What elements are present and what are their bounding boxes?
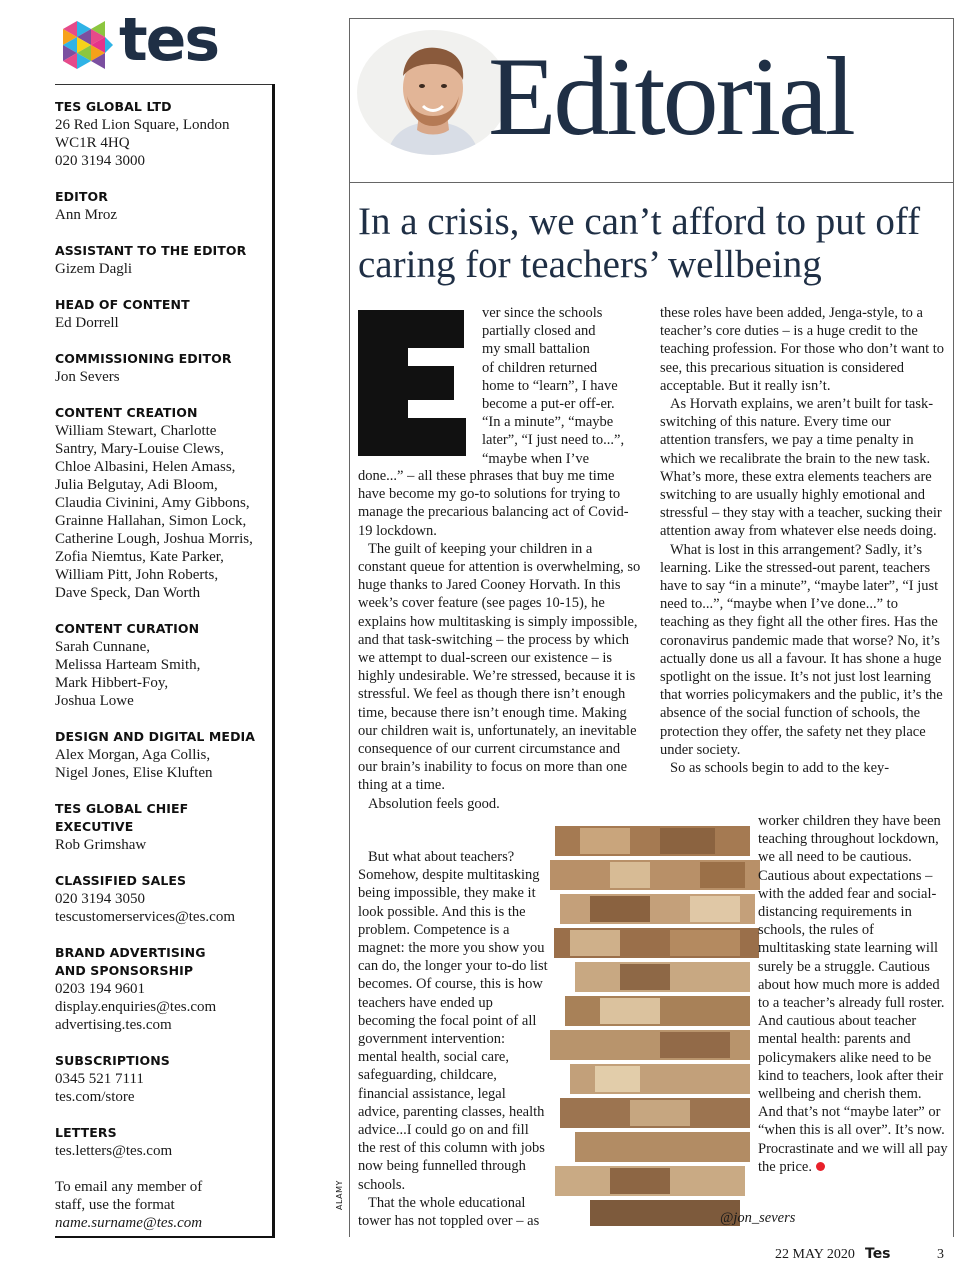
masthead-heading: SUBSCRIPTIONS — [55, 1053, 170, 1068]
end-of-article-dot-icon — [816, 1162, 825, 1171]
article-paragraph: That the whole educational tower has not toppled over – as — [358, 1194, 540, 1230]
masthead-design — [55, 728, 265, 782]
masthead-line: staff, use the format — [55, 1197, 175, 1213]
article-line: “maybe when I’ve — [482, 450, 590, 467]
masthead-heading: ASSISTANT TO THE EDITOR — [55, 243, 247, 258]
masthead-line: Jon Severs — [55, 369, 120, 385]
masthead-heading: AND SPONSORSHIP — [55, 963, 194, 978]
article-col1-top — [482, 304, 642, 468]
masthead-line: tescustomerservices@tes.com — [55, 909, 236, 925]
masthead-heading: TES GLOBAL CHIEF EXECUTIVE — [55, 801, 189, 834]
masthead-heading: TES GLOBAL LTD — [55, 99, 172, 114]
masthead-line: William Stewart, Charlotte — [55, 423, 217, 439]
masthead-line: 0203 194 9601 — [55, 981, 145, 997]
masthead-heading: HEAD OF CONTENT — [55, 297, 190, 312]
masthead-line: Ed Dorrell — [55, 315, 119, 331]
masthead-line: Zofia Niemtus, Kate Parker, — [55, 549, 224, 565]
masthead-vertical-rule — [272, 84, 275, 1238]
drop-cap-e-glyph — [358, 310, 468, 456]
masthead-line: 020 3194 3050 — [55, 891, 145, 907]
masthead-line: Julia Belgutay, Adi Bloom, — [55, 477, 218, 493]
masthead-line: display.enquiries@tes.com — [55, 999, 217, 1015]
masthead-line: tes.letters@tes.com — [55, 1143, 173, 1159]
editor-portrait-photo-icon — [357, 30, 509, 155]
masthead-line: 020 3194 3000 — [55, 153, 145, 169]
masthead-assistant — [55, 242, 265, 278]
tes-logo-wordmark: tes — [119, 5, 219, 75]
masthead-heading: EDITOR — [55, 189, 108, 204]
masthead-subscriptions — [55, 1052, 265, 1106]
masthead-line: advertising.tes.com — [55, 1017, 172, 1033]
masthead-content-curation — [55, 620, 265, 710]
masthead-chief-exec — [55, 800, 265, 854]
article-line: become a put-er off-er. — [482, 396, 615, 413]
article-paragraph: Absolution feels good. — [368, 795, 500, 812]
masthead-line: William Pitt, John Roberts, — [55, 567, 219, 583]
masthead-editor — [55, 188, 265, 224]
masthead-line: 0345 521 7111 — [55, 1071, 144, 1087]
jenga-tower-photo — [550, 818, 765, 1228]
article-line: partially closed and — [482, 323, 596, 340]
email-format: name.surname@tes.com — [55, 1215, 203, 1231]
article-line: of children returned — [482, 359, 598, 376]
masthead-commissioning — [55, 350, 265, 386]
footer-brand: Tes — [865, 1246, 891, 1262]
masthead-email-note — [55, 1178, 265, 1232]
article-paragraph: done...” – all these phrases that buy me time have become my go-to solutions for trying to manage the precarious balancing act of Covid-19 lockdown. — [358, 468, 629, 539]
drop-cap — [358, 310, 468, 456]
masthead-line: Ann Mroz — [55, 207, 118, 223]
article-col2-top — [660, 304, 945, 777]
masthead-line: Melissa Harteam Smith, — [55, 657, 201, 673]
article-col2-narrow — [758, 812, 948, 1176]
masthead-head-content — [55, 296, 265, 332]
masthead-line: Grainne Hallahan, Simon Lock, — [55, 513, 247, 529]
masthead-line: Alex Morgan, Aga Collis, — [55, 747, 211, 763]
jenga-tower-icon — [550, 818, 765, 1228]
masthead-line: Catherine Lough, Joshua Morris, — [55, 531, 253, 547]
article-paragraph: worker children they have been teaching throughout lockdown, we all need to be cautious. Cautious about expectations – with the added fear and social-distancing requirements in schools, the rules of multitasking state learning will surely be a struggle. Cautious about how much more is added to a teacher’s already full roster. And cautious about teacher mental health: parents and policymakers alike need to be kind to teachers, look after their wellbeing and cherish them. And that’s not “maybe later” or “when this is all over”. It’s now. Procrastinate and we will all pay the price. — [758, 813, 948, 1175]
article-paragraph: What is lost in this arrangement? Sadly, it’s learning. Like the stressed-out parent, teachers have to say “in a minute”, “maybe later”, “I just need to...”, “maybe when I’ve done...” to teaching as they fight all the other fires. Has the coronavirus pandemic made that worse? No, it’s actually done us all a favour. It has shone a huge spotlight on the issue. It’s not just lost learning that worries policymakers and the public, it’s the absence of the social function of schools, the protection they offer, the safety net they place under society. — [660, 541, 943, 758]
section-title: Editorial — [488, 35, 853, 159]
article-line: later”, “I just need to...”, — [482, 432, 625, 449]
masthead-line: Gizem Dagli — [55, 261, 133, 277]
article-line: home to “learn”, I have — [482, 377, 618, 394]
article-line: my small battalion — [482, 341, 590, 358]
masthead-heading: LETTERS — [55, 1125, 117, 1140]
page-number: 3 — [937, 1247, 944, 1262]
author-byline[interactable]: @jon_severs — [720, 1210, 796, 1226]
masthead-letters — [55, 1124, 265, 1160]
article-col1-narrow — [358, 848, 548, 1230]
masthead-line: Chloe Albasini, Helen Amass, — [55, 459, 236, 475]
masthead-line: Rob Grimshaw — [55, 837, 147, 853]
article-col1-main — [358, 467, 643, 813]
editor-portrait — [357, 30, 509, 155]
masthead-line: Mark Hibbert-Foy, — [55, 675, 169, 691]
tes-logo — [55, 5, 230, 77]
masthead-heading: DESIGN AND DIGITAL MEDIA — [55, 729, 256, 744]
footer-date: 22 MAY 2020 — [775, 1247, 855, 1262]
masthead-classified — [55, 872, 265, 926]
masthead-line: Joshua Lowe — [55, 693, 134, 709]
masthead-heading: CONTENT CURATION — [55, 621, 200, 636]
masthead-company — [55, 98, 265, 170]
article-line: ver since the schools — [482, 305, 603, 321]
article-headline: In a crisis, we can’t afford to put off caring for teachers’ wellbeing — [358, 200, 921, 286]
article-paragraph: But what about teachers? Somehow, despite multitasking being impossible, they make it look possible. And this is the problem. Competence is a magnet: the more you show you can do, the longer your to-do list becomes. Of course, this is how teachers have ended up becoming the focal point of all government intervention: mental health, social care, safeguarding, childcare, financial assistance, legal advice, parenting classes, health advice...I could go on and fill the rest of this column with jobs now being funnelled through schools. — [358, 849, 548, 1193]
masthead-brand-advertising — [55, 944, 265, 1034]
masthead-heading: CONTENT CREATION — [55, 405, 198, 420]
tes-logo-mark-icon — [55, 15, 117, 77]
article-paragraph: The guilt of keeping your children in a constant queue for attention is overwhelming, so huge thanks to Jared Cooney Horvath. In this week’s cover feature (see pages 10-15), he explains how multitasking is simply impossible, and that task-switching – the process by which we attempt to dual-screen our existence – is highly undesirable. We’re stressed, because it is stressful. We feel as though there isn’t enough time, because there isn’t enough time. Making our children wait is, unfortunately, an inevitable consequence of our current circumstance and our brain’s inability to focus on more than one thing at a time. — [358, 540, 641, 794]
article-paragraph: As Horvath explains, we aren’t built for task-switching of this nature. Every time our attention transfers, we pay a time penalty in which we recalibrate the brain to the new task. What’s more, these extra elements teachers are switching to are usually highly emotional and stressful – they stay with a teacher, sucking their attention away from whatever else needs doing. — [660, 396, 942, 540]
article-line: “In a minute”, “maybe — [482, 414, 614, 431]
header-rule — [349, 182, 953, 183]
masthead-line: Sarah Cunnane, — [55, 639, 150, 655]
masthead-line: Claudia Civinini, Amy Gibbons, — [55, 495, 250, 511]
masthead-line: Santry, Mary-Louise Clews, — [55, 441, 224, 457]
article-paragraph: these roles have been added, Jenga-style, to a teacher’s core duties – is a huge credit to the teaching profession. For those who don’t want to see, this precarious situation is considered acceptable. But it really isn’t. — [660, 305, 945, 394]
masthead-heading: COMMISSIONING EDITOR — [55, 351, 232, 366]
masthead-line: 26 Red Lion Square, London — [55, 117, 230, 133]
masthead-line: WC1R 4HQ — [55, 135, 130, 151]
masthead-heading: BRAND ADVERTISING — [55, 945, 206, 960]
article-paragraph: So as schools begin to add to the key- — [670, 760, 890, 777]
masthead-line: tes.com/store — [55, 1089, 135, 1105]
masthead-heading: CLASSIFIED SALES — [55, 873, 187, 888]
masthead — [55, 98, 265, 1250]
masthead-content-creation — [55, 404, 265, 602]
masthead-line: Dave Speck, Dan Worth — [55, 585, 201, 601]
masthead-top-rule — [55, 84, 273, 85]
masthead-line: Nigel Jones, Elise Kluften — [55, 765, 213, 781]
photo-credit: ALAMY — [335, 1180, 344, 1210]
masthead-line: To email any member of — [55, 1179, 203, 1195]
